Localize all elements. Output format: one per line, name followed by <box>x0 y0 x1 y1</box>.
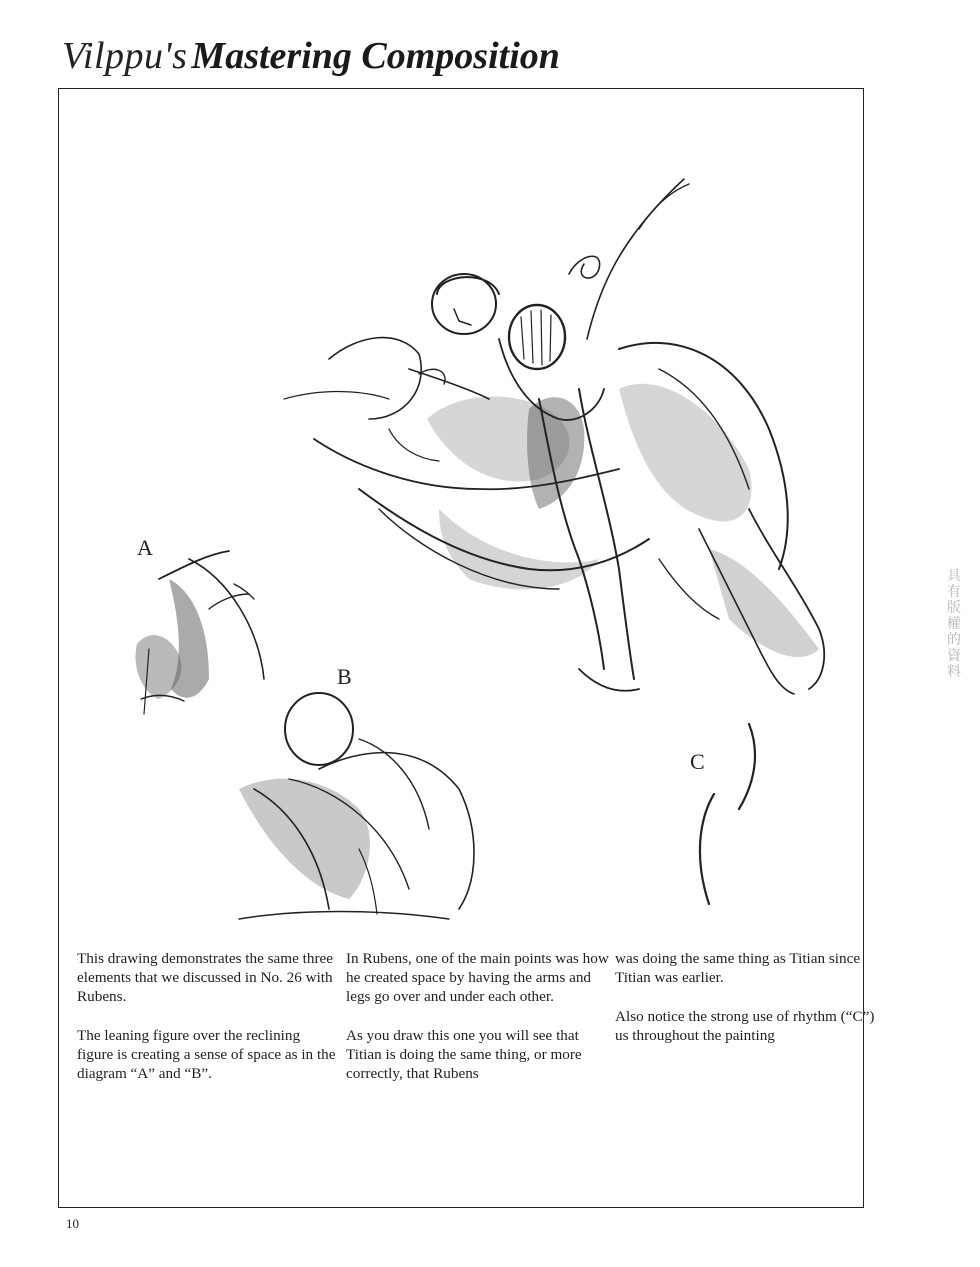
main-figure-sketch <box>284 179 824 694</box>
diagram-b-sketch <box>239 693 474 919</box>
text-column-1 <box>77 949 339 1103</box>
book-title: Mastering Composition <box>191 35 560 77</box>
sketch-illustration <box>59 89 865 939</box>
rhythm-c-curves <box>700 724 755 904</box>
diagram-label-b: B <box>337 664 352 689</box>
paragraph: Also notice the strong use of rhythm (“C”) us throughout the painting <box>615 1008 875 1044</box>
page-header <box>62 34 560 84</box>
book-author: Vilppu's <box>62 35 188 77</box>
diagram-a-sketch <box>136 551 264 714</box>
paragraph: was doing the same thing as Titian since Titian was earlier. <box>615 950 861 986</box>
watermark-text: 具有版權的資料 <box>947 568 961 680</box>
paragraph: The leaning figure over the reclining figure is creating a sense of space as in the diagram “A” and “B”. <box>77 1027 336 1082</box>
paragraph: This drawing demonstrates the same three elements that we discussed in No. 26 with Rubens. <box>77 950 333 1005</box>
text-column-2 <box>346 949 614 1103</box>
page-number: 10 <box>66 1216 79 1231</box>
paragraph: As you draw this one you will see that Titian is doing the same thing, or more correctly, that Rubens <box>346 1027 582 1082</box>
diagram-label-a: A <box>137 535 153 560</box>
diagram-label-c: C <box>690 749 705 774</box>
text-column-3 <box>615 949 877 1065</box>
paragraph: In Rubens, one of the main points was how he created space by having the arms and legs go over and under each other. <box>346 950 609 1005</box>
content-frame <box>58 88 875 1208</box>
